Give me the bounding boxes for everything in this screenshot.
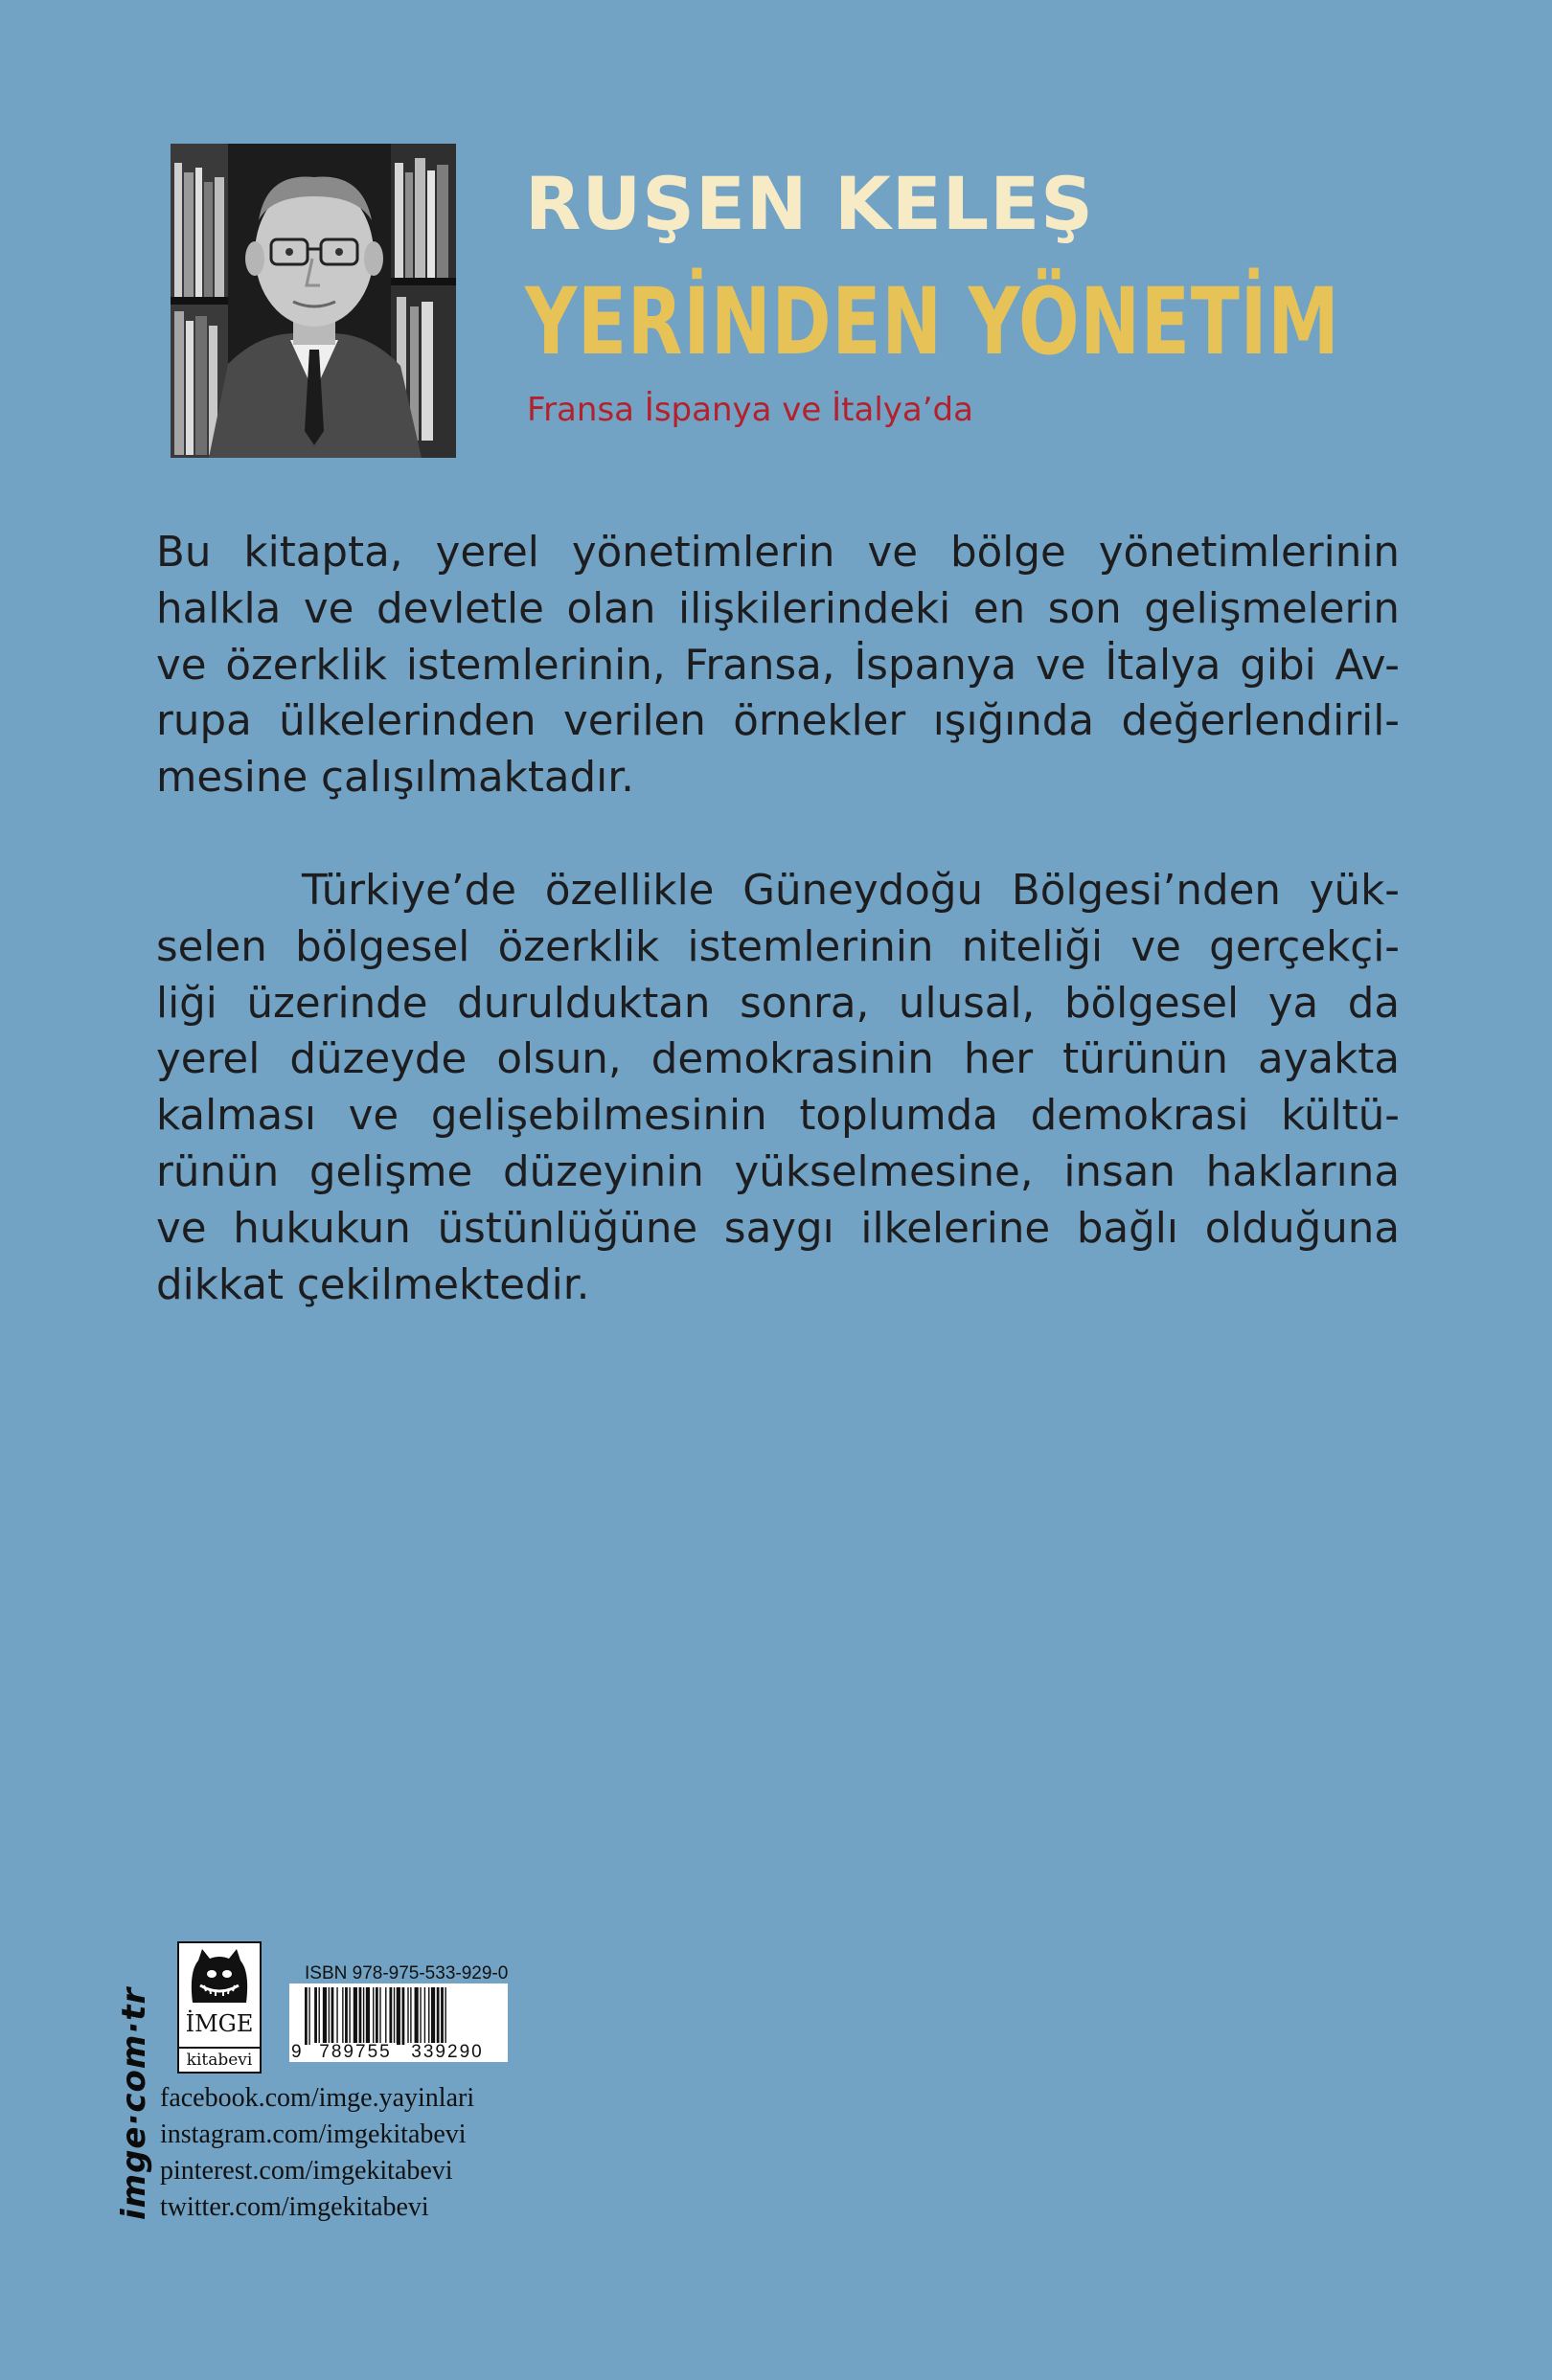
social-links	[160, 2080, 474, 2226]
barcode-digits-right: 339290	[406, 2043, 489, 2062]
barcode-bar	[342, 1987, 343, 2045]
barcode-bar	[379, 1987, 380, 2045]
barcode-bar	[323, 1987, 327, 2045]
barcode-bar	[359, 1987, 362, 2045]
barcode-bar	[363, 1987, 364, 2045]
author-photo	[171, 144, 456, 458]
cat-icon	[179, 1943, 260, 2010]
blurb-text	[156, 525, 1400, 1313]
author-name: RUŞEN KELEŞ	[525, 161, 1094, 246]
twitter-link[interactable]: twitter.com/imgekitabevi	[160, 2192, 429, 2222]
blurb-line: dikkat çekilmektedir.	[156, 1260, 590, 1309]
blurb-line: ve hukukun üstünlüğüne saygı ilkelerine bağlı olduğuna	[156, 1204, 1400, 1253]
barcode-bar	[394, 1987, 395, 2045]
book-title: YERİNDEN YÖNETİM	[525, 268, 1340, 375]
barcode-bar	[415, 1987, 419, 2045]
barcode-bar	[373, 1987, 374, 2045]
barcode-bar	[424, 1987, 425, 2045]
publisher-logo-sub: kitabevi	[179, 2047, 260, 2070]
barcode-bar	[437, 1987, 440, 2045]
barcode-bar	[314, 1987, 317, 2045]
barcode-bar	[308, 1987, 309, 2045]
barcode-bar	[331, 1987, 334, 2045]
barcode-bar	[402, 1987, 405, 2045]
barcode-bar	[428, 1987, 429, 2045]
barcode	[289, 1983, 508, 2062]
barcode-bar	[431, 1987, 435, 2045]
blurb-line: liği üzerinde durulduktan sonra, ulusal, bölgesel ya da	[156, 979, 1400, 1028]
blurb-line: mesine çalışılmaktadır.	[156, 754, 634, 803]
blurb-line: rünün gelişme düzeyinin yükselmesine, insan haklarına	[156, 1147, 1400, 1196]
blurb-line: Bu kitapta, yerel yönetimlerin ve bölge yönetimlerinin	[156, 529, 1400, 577]
barcode-bar	[410, 1987, 411, 2045]
blurb-line: Türkiye’de özellikle Güneydoğu Bölgesi’nden yük-	[302, 866, 1400, 915]
barcode-digits-left: 789755	[314, 2043, 397, 2062]
publisher-logo	[177, 1941, 262, 2074]
barcode-bar	[336, 1987, 337, 2045]
instagram-link[interactable]: instagram.com/imgekitabevi	[160, 2119, 467, 2149]
barcode-bar	[305, 1987, 308, 2045]
blurb-line: rupa ülkelerinden verilen örnekler ışığında değerlendiril-	[156, 697, 1400, 746]
facebook-link[interactable]: facebook.com/imge.yayinlari	[160, 2083, 475, 2113]
barcode-bar	[329, 1987, 330, 2045]
publisher-logo-name: İMGE	[185, 2010, 254, 2037]
blurb-line: ve özerklik istemlerinin, Fransa, İspanya ve İtalya gibi Av-	[156, 641, 1400, 690]
barcode-bar	[319, 1987, 320, 2045]
barcode-bar	[407, 1987, 408, 2045]
barcode-bar	[397, 1987, 400, 2045]
barcode-bar	[345, 1987, 348, 2045]
barcode-bar	[385, 1987, 386, 2045]
barcode-bar	[441, 1987, 444, 2045]
pinterest-link[interactable]: pinterest.com/imgekitabevi	[160, 2156, 453, 2186]
publisher-website: imge·com·tr	[115, 1986, 153, 2220]
isbn-label: ISBN 978-975-533-929-0	[305, 1963, 509, 1983]
barcode-bar	[376, 1987, 378, 2045]
blurb-line: yerel düzeyde olsun, demokrasinin her türünün ayakta	[156, 1035, 1400, 1084]
barcode-bar	[420, 1987, 421, 2045]
barcode-bar	[349, 1987, 350, 2045]
blurb-line: selen bölgesel özerklik istemlerinin niteliği ve gerçekçi-	[156, 922, 1400, 971]
blurb-line: halkla ve devletle olan ilişkilerindeki en son gelişmelerin	[156, 584, 1400, 633]
barcode-bar	[389, 1987, 392, 2045]
blurb-line: kalması ve gelişebilmesinin toplumda demokrasi kültü-	[156, 1092, 1400, 1141]
barcode-bar	[366, 1987, 370, 2045]
paragraph-gap	[156, 806, 1400, 863]
barcode-bar	[354, 1987, 357, 2045]
book-subtitle: Fransa İspanya ve İtalya’da	[527, 391, 973, 429]
barcode-digit-first: 9	[291, 2042, 302, 2062]
